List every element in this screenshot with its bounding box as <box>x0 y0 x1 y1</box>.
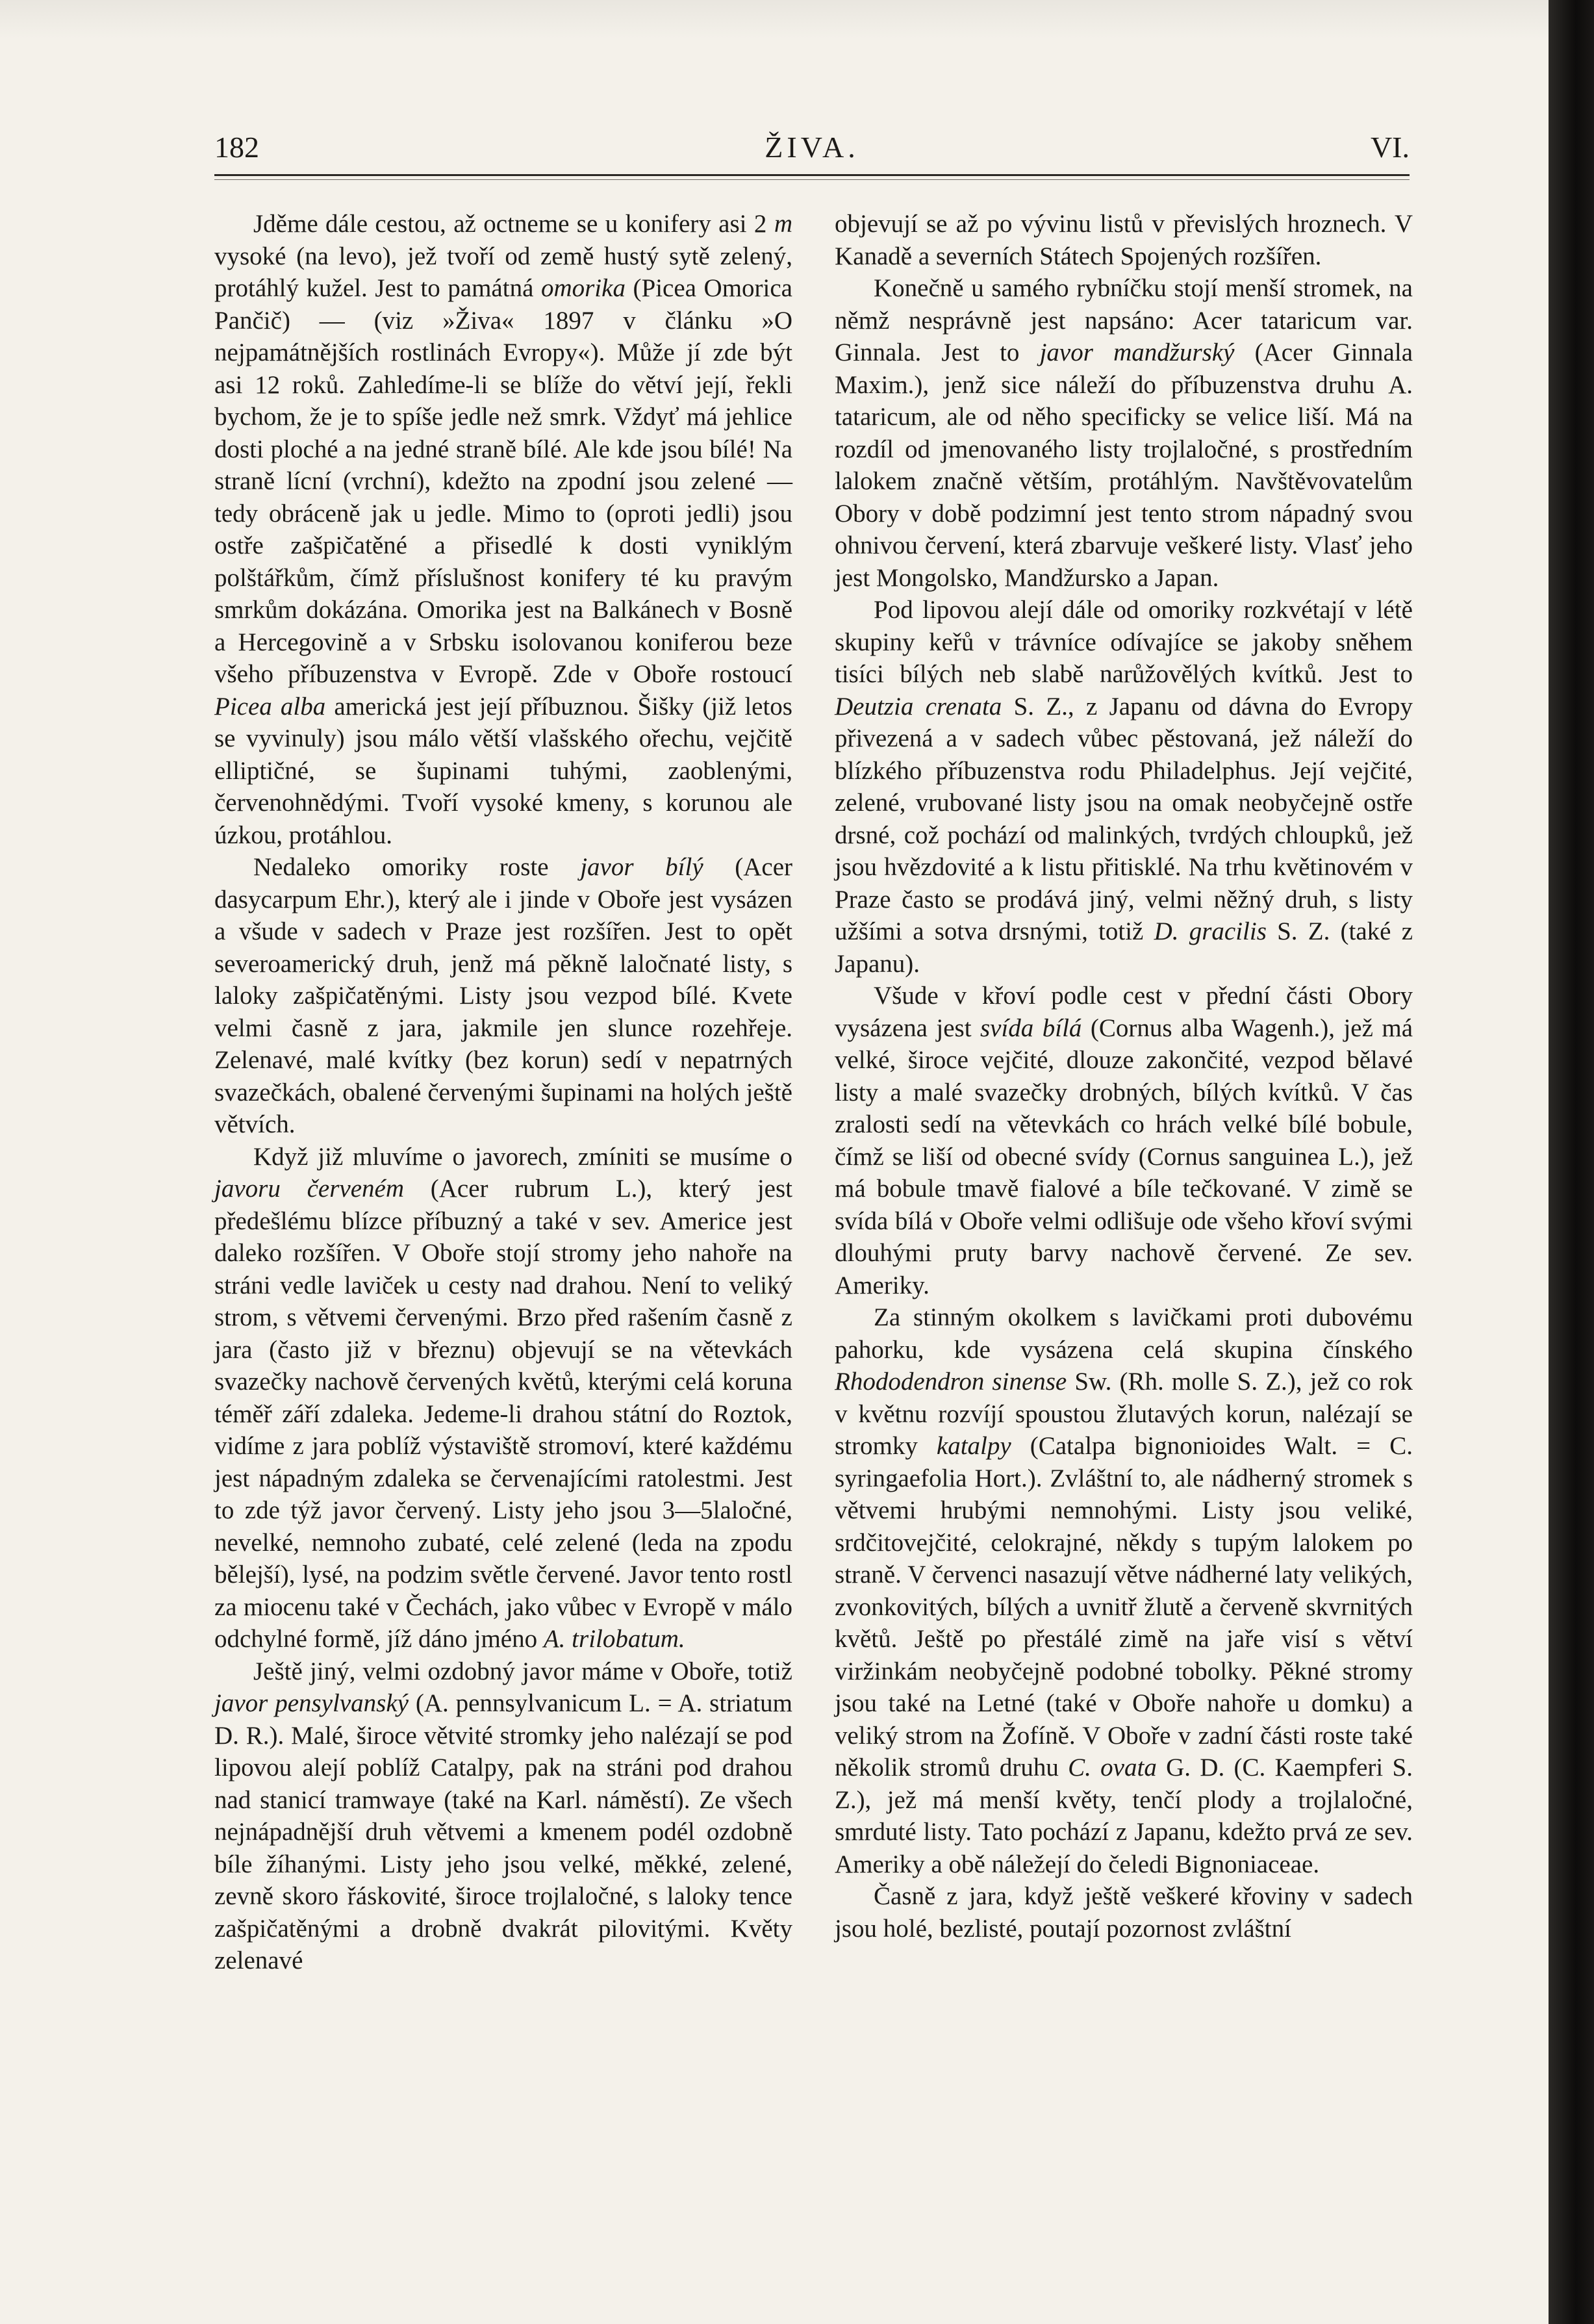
text-run: (Cornus alba Wagenh.), jež má velké, široce vejčité, dlouze zakončité, vezpod bělavé listy a malé svazečky drobných, bílých kvítků. V čas zralosti sedí na větevkách co hrách velké bílé bobule, čímž se liší od obecné svídy (Cornus sanguinea L.), jež má bobule tmavě fialové a bíle tečkované. V zimě se svída bílá v Oboře velmi odlišuje ode všeho křoví svými dlouhými pruty barvy nachově červené. Ze sev. Ameriky. <box>835 1014 1413 1299</box>
italic-term: javor bílý <box>580 853 703 881</box>
text-run: Jděme dále cestou, až octneme se u konifery asi 2 <box>253 210 774 238</box>
left-column <box>214 208 792 1977</box>
paragraph <box>214 1655 792 1977</box>
text-run: (Acer dasycarpum Ehr.), který ale i jinde v Oboře jest vysázen a všude v sadech v Praze jest rozšířen. Jest to opět severoamerický druh, jenž má pěkně laločnaté listy, s laloky zašpičatěnými. Listy jsou vezpod bílé. Kvete velmi časně z jara, jakmile jen slunce rozehřeje. Zelenavé, malé kvítky (bez korun) sedí v nepatrných svazečkách, obalené červenými šupinami na holých ještě větvích. <box>214 853 793 1138</box>
paragraph <box>835 272 1413 594</box>
text-run: Všude v křoví podle cest v přední části Obory vysázena jest <box>835 982 1413 1042</box>
paragraph <box>835 1880 1413 1945</box>
text-run: Časně z jara, když ještě veškeré křoviny v sadech jsou holé, bezlisté, poutají pozornost zvláštní <box>835 1882 1413 1943</box>
text-run: Za stinným okolkem s lavičkami proti dubovému pahorku, kde vysázena celá skupina čínského <box>835 1303 1413 1364</box>
volume-number: VI. <box>1370 131 1410 164</box>
scan-binding-shadow <box>1549 0 1594 2324</box>
text-run: (Acer rubrum L.), který jest předešlému blízce příbuzný a také v sev. Americe jest daleko rozšířen. V Oboře stojí stromy jeho nahoře na stráni vedle laviček u cesty nad drahou. Není to veliký strom, s větvemi červenými. Brzo před rašením časně z jara (často již v březnu) objevují se na větevkách svazečky nachově červených květů, kterými celá koruna téměř září zdaleka. Jedeme-li drahou státní do Roztok, vidíme z jara poblíž výstaviště stromoví, které každému jest nápadným zdaleka se červenajícími ratolestmi. Jest to zde týž javor červený. Listy jeho jsou 3—5laločné, nevelké, nemnoho zubaté, celé zelené (leda na zpodu bělejší), lysé, na podzim světle červené. Javor tento rostl za miocenu také v Čechách, jako vůbec v Evropě v málo odchylné formě, jíž dáno jméno <box>214 1175 792 1653</box>
header-rule-thin <box>214 179 1410 180</box>
text-run: vysoké (na levo), jež tvoří od země hustý sytě zelený, protáhlý kužel. Jest to památná <box>214 242 792 302</box>
text-run: Ještě jiný, velmi ozdobný javor máme v Oboře, totiž <box>253 1657 792 1685</box>
right-column <box>835 208 1413 1945</box>
text-run: G. D. (C. Kaempferi S. Z.), jež má menší květy, tenčí plody a trojlaločné, smrduté listy. Tato pochází z Japanu, kdežto prvá ze sev. Ameriky a obě náležejí do čeledi Bignoniaceae. <box>835 1754 1413 1878</box>
italic-term: svída bílá <box>980 1014 1082 1042</box>
text-run: Sw. (Rh. molle S. Z.), jež co rok v květnu rozvíjí spoustou žlutavých korun, nalézají se stromky <box>835 1368 1413 1460</box>
italic-term: katalpy <box>936 1432 1011 1460</box>
text-run: (Catalpa bignonioides Walt. = C. syringaefolia Hort.). Zvláštní to, ale nádherný stromek s větvemi hrubými nemnohými. Listy jsou veliké, srdčitovejčité, celokrajné, někdy s tupým lalokem po straně. V červenci nasazují větve nádherné laty velikých, zvonkovitých, bílých a uvnitř žlutě a červeně skvrnitých květů. Ještě po přestálé zimě na jaře visí s větví viržinkám neobyčejně podobné tobolky. Pěkné stromy jsou také na Letné (také v Oboře nahoře u domku) a veliký strom na Žofíně. V Oboře v zadní části roste také několik stromů druhu <box>835 1432 1413 1781</box>
italic-term: C. ovata <box>1068 1754 1157 1781</box>
italic-term: Picea alba <box>214 692 326 721</box>
text-run: Konečně u samého rybníčku stojí menší stromek, na němž nesprávně jest napsáno: Acer tataricum var. Ginnala. Jest to <box>835 274 1413 366</box>
paragraph <box>835 594 1413 980</box>
paragraph <box>214 208 792 851</box>
paragraph <box>214 1141 792 1655</box>
paragraph <box>835 980 1413 1301</box>
italic-term: javor pensylvanský <box>214 1689 409 1717</box>
text-run: Pod lipovou alejí dále od omoriky rozkvétají v létě skupiny keřů v trávníce odívajíce se jakoby sněhem tisíci bílých neb slabě narůžovělých kvítků. Jest to <box>835 596 1413 688</box>
page-number: 182 <box>214 131 259 164</box>
text-run: objevují se až po vývinu listů v převislých hroznech. V Kanadě a severních Státech Spojených rozšířen. <box>835 210 1413 270</box>
paragraph <box>214 851 792 1141</box>
italic-term: m <box>774 210 792 238</box>
journal-title: ŽIVA. <box>765 131 859 164</box>
italic-term: Deutzia crenata <box>835 692 1002 721</box>
text-run: S. Z., z Japanu od dávna do Evropy přivezená a v sadech vůbec pěstovaná, jež náleží do blízkého příbuzenstva rodu Philadelphus. Její vejčité, zelené, vrubované listy jsou na omak neobyčejně ostře drsné, což pochází od malinkých, tvrdých chloupků, jež jsou hvězdovité a k listu přitisklé. Na trhu květinovém v Praze často se prodává jiný, velmi něžný druh, s listy užšími a sotva drsnými, totiž <box>835 692 1413 945</box>
italic-term: omorika <box>540 274 626 302</box>
text-run: Nedaleko omoriky roste <box>253 853 581 881</box>
italic-term: Rhododendron sinense <box>835 1368 1067 1396</box>
text-run: americká jest její příbuznou. Šišky (již letos se vyvinuly) jsou málo větší vlašského ořechu, vejčitě elliptičné, se šupinami tuhými, zaoblenými, červenohnědými. Tvoří vysoké kmeny, s korunou ale úzkou, protáhlou. <box>214 692 792 849</box>
italic-term: javoru červeném <box>214 1175 404 1203</box>
text-run: S. Z. (také z Japanu). <box>835 917 1413 978</box>
text-run: (A. pennsylvanicum L. = A. striatum D. R.). Malé, široce větvité stromky jeho nalézají se pod lipovou alejí poblíž Catalpy, pak na stráni pod drahou nad stanicí tramwaye (také na Karl. náměstí). Ze všech nejnápadnější druh větvemi a kmenem podél ozdobně bíle žíhanými. Listy jeho jsou velké, měkké, zelené, zevně skoro řáskovité, široce trojlaločné, s laloky tence zašpičatěnými a drobně dvakrát pilovitými. Květy zelenavé <box>214 1689 792 1974</box>
header-rule <box>214 174 1410 176</box>
text-run: Když již mluvíme o javorech, zmíniti se musíme o <box>253 1142 792 1171</box>
text-run: (Acer Ginnala Maxim.), jenž sice náleží do příbuzenstva druhu A. tataricum, ale od něho specificky se velice liší. Má na rozdíl od jmenovaného listy trojlaločné, s prostředním lalokem značně větším, protáhlým. Navštěvovatelům Obory v době podzimní jest tento strom nápadný svou ohnivou červení, která zbarvuje veškeré listy. Vlasť jeho jest Mongolsko, Mandžursko a Japan. <box>835 338 1413 592</box>
running-header <box>214 130 1410 175</box>
scan-top-margin <box>0 0 1549 39</box>
italic-term: A. trilobatum. <box>543 1625 685 1653</box>
italic-term: D. gracilis <box>1154 917 1267 945</box>
paragraph-continued <box>835 208 1413 272</box>
text-run: (Picea Omorica Pančič) — (viz »Živa« 1897 v článku »O nejpamátnějších rostlinách Evropy«). Může jí zde být asi 12 roků. Zahledíme-li se blíže do větví její, řekli bychom, že je to spíše jedle než smrk. Vždyť má jehlice dosti ploché a na jedné straně bílé. Ale kde jsou bílé! Na straně lícní (vrchní), kdežto na zpodní jsou zelené — tedy obráceně jak u jedle. Mimo to (oproti jedli) jsou ostře zašpičatěné a přisedlé k dosti vyniklým polštářkům, čímž příslušnost konifery té ku pravým smrkům dokázána. Omorika jest na Balkánech v Bosně a Hercegovině a v Srbsku isolovanou koniferou beze všeho příbuzenstva v Evropě. Zde v Oboře rostoucí <box>214 274 792 688</box>
journal-page <box>214 117 1413 2293</box>
paragraph <box>835 1301 1413 1880</box>
italic-term: javor mandžurský <box>1039 338 1235 366</box>
